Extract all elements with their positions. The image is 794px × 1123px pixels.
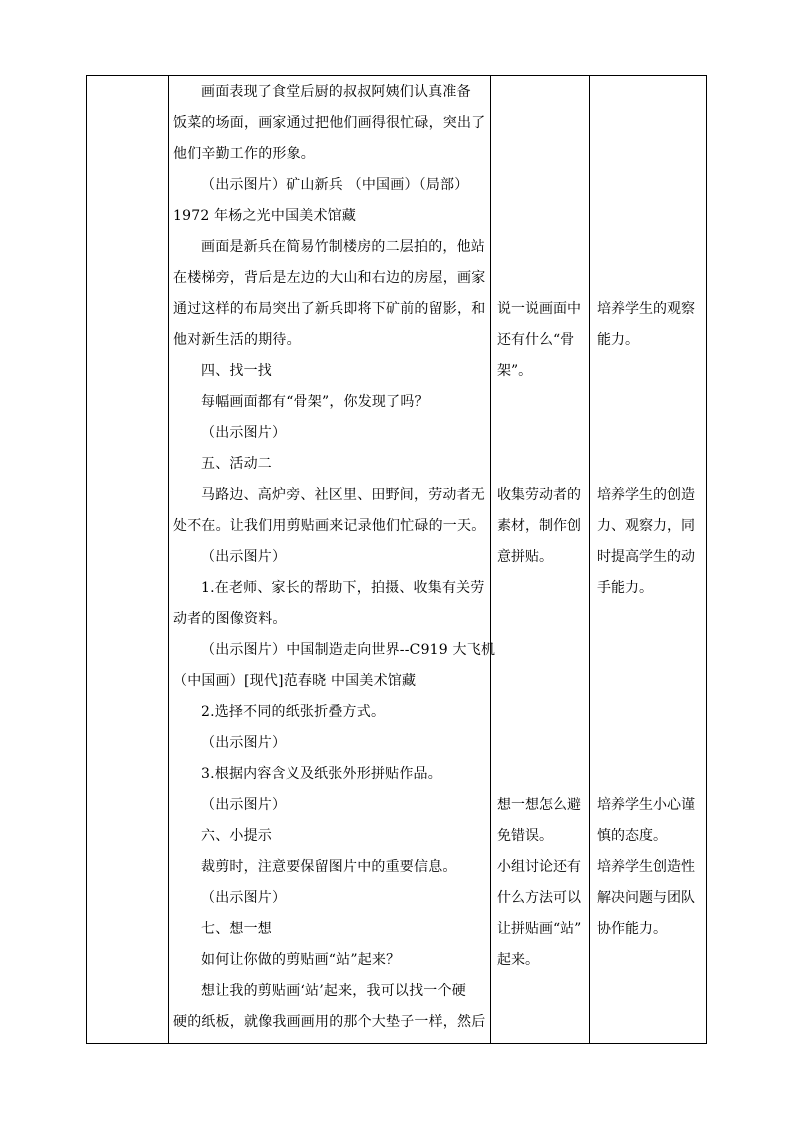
design-intent-block [597,480,702,604]
text-line: 让拼贴画“站” [497,921,582,937]
text-line: （出示图片）矿山新兵 （中国画）（局部） [201,177,469,193]
text-line: 培养学生小心谨 [597,797,695,813]
text-line: 慎的态度。 [597,828,667,844]
text-line: 六、小提示 [201,828,272,844]
text-line: 3.根据内容含义及纸张外形拼贴作品。 [201,766,442,782]
teaching-process-column [173,77,496,1038]
text-line: （中国画）[现代]范春晓 中国美术馆藏 [173,673,417,689]
text-line: 七、想一想 [201,921,272,937]
text-line: 协作能力。 [597,921,667,937]
text-line: 还有什么“骨 [497,332,575,348]
text-line: 马路边、高炉旁、社区里、田野间，劳动者无 [201,487,485,503]
text-line: 起来。 [497,952,539,968]
text-line: 小组讨论还有 [497,859,581,875]
text-line: 想让我的剪贴画‘站’起来，我可以找一个硬 [201,983,466,999]
text-line: 他对新生活的期待。 [173,332,301,348]
text-line: 免错误。 [497,828,553,844]
text-line: 饭菜的场面，画家通过把他们画得很忙碌，突出了 [173,115,486,131]
text-line: （出示图片） [201,890,287,906]
text-line: （出示图片） [201,797,287,813]
text-line: 裁剪时，注意要保留图片中的重要信息。 [201,859,457,875]
text-line: 他们辛勤工作的形象。 [173,146,315,162]
text-line: 意拼贴。 [497,549,553,565]
text-line: 培养学生的创造 [597,487,695,503]
text-line: 说一说画面中 [497,301,581,317]
text-line: 收集劳动者的 [497,487,581,503]
student-activity-block [497,294,587,387]
text-line: 素材，制作创 [497,518,581,534]
text-line: 四、找一找 [201,363,272,379]
text-line: 时提高学生的动 [597,549,695,565]
text-line: 动者的图像资料。 [173,611,287,627]
text-line: 处不在。让我们用剪贴画来记录他们忙碌的一天。 [173,518,486,534]
text-line: 什么方法可以 [497,890,581,906]
text-line: 1972 年杨之光中国美术馆藏 [173,208,357,224]
student-activity-block [497,790,587,976]
text-line: 如何让你做的剪贴画“站”起来？ [201,952,401,968]
lesson-table [86,75,707,1044]
text-line: （出示图片） [201,549,287,565]
text-line: 画面表现了食堂后厨的叔叔阿姨们认真准备 [201,84,471,100]
text-line: 五、活动二 [201,456,272,472]
text-line: 每幅画面都有“骨架”，你发现了吗？ [201,394,429,410]
text-line: 1.在老师、家长的帮助下，拍摄、收集有关劳 [201,580,485,596]
text-line: 想一想怎么避 [497,797,581,813]
text-line: 在楼梯旁，背后是左边的大山和右边的房屋，画家 [173,270,486,286]
column-divider [490,76,491,1043]
text-line: 画面是新兵在简易竹制楼房的二层拍的，他站 [201,239,485,255]
text-line: （出示图片） [201,425,287,441]
text-line: （出示图片）中国制造走向世界--C919 大飞机 [201,642,496,658]
design-intent-block [597,790,702,945]
student-activity-block [497,480,587,573]
text-line: （出示图片） [201,735,287,751]
text-line: 硬的纸板，就像我画画用的那个大垫子一样，然后 [173,1014,486,1030]
text-line: 培养学生的观察 [597,301,695,317]
text-line: 2.选择不同的纸张折叠方式。 [201,704,386,720]
text-line: 手能力。 [597,580,653,596]
column-divider [168,76,169,1043]
text-line: 架”。 [497,363,533,379]
text-line: 培养学生创造性 [597,859,695,875]
text-line: 力、观察力，同 [597,518,695,534]
text-line: 能力。 [597,332,639,348]
design-intent-block [597,294,702,356]
text-line: 通过这样的布局突出了新兵即将下矿前的留影，和 [173,301,486,317]
column-divider [589,76,590,1043]
text-line: 解决问题与团队 [597,890,695,906]
